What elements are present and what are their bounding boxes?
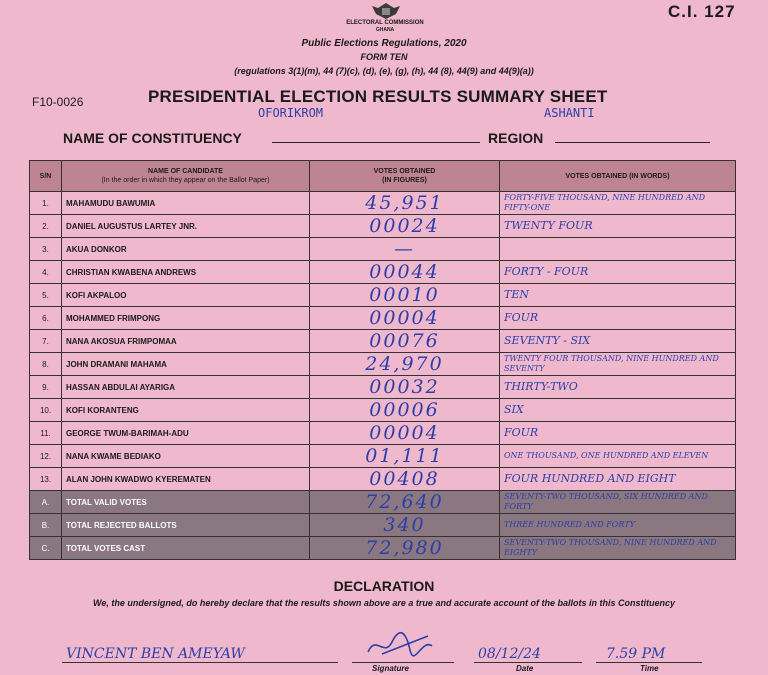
votes-words: TWENTY FOUR — [500, 215, 736, 238]
row-sn: 9. — [30, 376, 62, 399]
candidate-row — [30, 468, 736, 491]
declaration-heading: DECLARATION — [333, 578, 435, 594]
header-words: VOTES OBTAINED (IN WORDS) — [500, 161, 736, 192]
votes-words: FOUR — [500, 307, 736, 330]
date-underline — [474, 662, 582, 663]
row-sn: C. — [30, 537, 62, 560]
candidate-name: NANA KWAME BEDIAKO — [62, 445, 310, 468]
candidate-rows — [30, 192, 736, 560]
votes-words: TWENTY FOUR THOUSAND, NINE HUNDRED AND SEVENTY — [500, 353, 736, 376]
candidate-name: KOFI AKPALOO — [62, 284, 310, 307]
row-sn: 3. — [30, 238, 62, 261]
date-label: Date — [516, 664, 534, 673]
votes-figures: 45,951 — [310, 192, 500, 215]
row-sn: 8. — [30, 353, 62, 376]
region-underline — [555, 142, 710, 143]
votes-figures: 00076 — [310, 330, 500, 353]
time-value: 7.59 PM — [606, 646, 666, 662]
row-sn: 4. — [30, 261, 62, 284]
total-row — [30, 537, 736, 560]
row-sn: A. — [30, 491, 62, 514]
signature-underline — [352, 662, 454, 663]
signatory-name: VINCENT BEN AMEYAW — [66, 646, 245, 662]
candidate-row — [30, 215, 736, 238]
regulations-title: Public Elections Regulations, 2020 — [301, 38, 467, 49]
row-sn: 5. — [30, 284, 62, 307]
constituency-label: NAME OF CONSTITUENCY — [63, 130, 242, 146]
votes-figures: 00010 — [310, 284, 500, 307]
row-sn: 2. — [30, 215, 62, 238]
votes-words: FOUR HUNDRED AND EIGHT — [500, 468, 736, 491]
total-row — [30, 491, 736, 514]
votes-figures: 00024 — [310, 215, 500, 238]
candidate-name: AKUA DONKOR — [62, 238, 310, 261]
candidate-row — [30, 238, 736, 261]
candidate-name: NANA AKOSUA FRIMPOMAA — [62, 330, 310, 353]
header-figures-sub: (IN FIGURES) — [382, 177, 427, 184]
commission-country: GHANA — [375, 27, 395, 33]
votes-figures: 24,970 — [310, 353, 500, 376]
declaration-text: We, the undersigned, do hereby declare that the results shown above are a true and accurate account of the ballots in this Constituency — [93, 598, 675, 608]
header-figures — [310, 161, 500, 192]
header-figures-label: VOTES OBTAINED — [373, 168, 436, 175]
candidate-name: HASSAN ABDULAI AYARIGA — [62, 376, 310, 399]
candidate-name: TOTAL VOTES CAST — [62, 537, 310, 560]
regulations-reference: (regulations 3(1)(m), 44 (7)(c), (d), (e), (g), (h), 44 (8), 44(9) and 44(9)(a)) — [234, 66, 534, 76]
constituency-underline — [272, 142, 480, 143]
votes-words — [500, 238, 736, 261]
votes-figures: 01,111 — [310, 445, 500, 468]
candidate-row — [30, 353, 736, 376]
votes-words: THIRTY-TWO — [500, 376, 736, 399]
ci-number: C.I. 127 — [668, 2, 736, 21]
votes-figures: 72,640 — [310, 491, 500, 514]
votes-words: SIX — [500, 399, 736, 422]
candidate-name: TOTAL VALID VOTES — [62, 491, 310, 514]
candidate-row — [30, 307, 736, 330]
votes-words: ONE THOUSAND, ONE HUNDRED AND ELEVEN — [500, 445, 736, 468]
votes-figures: 00044 — [310, 261, 500, 284]
row-sn: 12. — [30, 445, 62, 468]
votes-figures: 00032 — [310, 376, 500, 399]
header-candidate-name — [62, 161, 310, 192]
signature-label: Signature — [372, 664, 409, 673]
row-sn: 11. — [30, 422, 62, 445]
votes-figures: 340 — [310, 514, 500, 537]
votes-words: FOUR — [500, 422, 736, 445]
votes-figures: 72,980 — [310, 537, 500, 560]
candidate-name: DANIEL AUGUSTUS LARTEY JNR. — [62, 215, 310, 238]
candidate-name: JOHN DRAMANI MAHAMA — [62, 353, 310, 376]
form-number: F10-0026 — [32, 95, 84, 109]
candidate-row — [30, 284, 736, 307]
constituency-value: OFORIKROM — [258, 106, 324, 120]
header-candidate-sub: (In the order in which they appear on the Ballot Paper) — [101, 177, 270, 184]
votes-figures: 00006 — [310, 399, 500, 422]
handwritten-signature — [362, 628, 442, 664]
table-header-row — [30, 161, 736, 192]
time-underline — [596, 662, 702, 663]
votes-figures: 00004 — [310, 307, 500, 330]
row-sn: 7. — [30, 330, 62, 353]
candidate-row — [30, 261, 736, 284]
page-title: PRESIDENTIAL ELECTION RESULTS SUMMARY SHEET — [148, 87, 608, 106]
commission-name: ELECTORAL COMMISSION — [346, 20, 424, 26]
results-table — [29, 160, 736, 560]
name-underline — [62, 662, 338, 663]
candidate-name: ALAN JOHN KWADWO KYEREMATEN — [62, 468, 310, 491]
row-sn: B. — [30, 514, 62, 537]
row-sn: 1. — [30, 192, 62, 215]
candidate-row — [30, 399, 736, 422]
candidate-row — [30, 330, 736, 353]
votes-figures: 00004 — [310, 422, 500, 445]
candidate-name: KOFI KORANTENG — [62, 399, 310, 422]
row-sn: 6. — [30, 307, 62, 330]
votes-words: SEVENTY-TWO THOUSAND, NINE HUNDRED AND EIGHTY — [500, 537, 736, 560]
candidate-name: TOTAL REJECTED BALLOTS — [62, 514, 310, 537]
candidate-row — [30, 445, 736, 468]
row-sn: 13. — [30, 468, 62, 491]
votes-words: FORTY-FIVE THOUSAND, NINE HUNDRED AND FIFTY-ONE — [500, 192, 736, 215]
candidate-name: MOHAMMED FRIMPONG — [62, 307, 310, 330]
votes-words: SEVENTY-TWO THOUSAND, SIX HUNDRED AND FORTY — [500, 491, 736, 514]
votes-words: THREE HUNDRED AND FORTY — [500, 514, 736, 537]
total-row — [30, 514, 736, 537]
candidate-row — [30, 376, 736, 399]
votes-figures: — — [310, 238, 500, 261]
candidate-name: CHRISTIAN KWABENA ANDREWS — [62, 261, 310, 284]
votes-words: SEVENTY - SIX — [500, 330, 736, 353]
candidate-name: MAHAMUDU BAWUMIA — [62, 192, 310, 215]
votes-words: TEN — [500, 284, 736, 307]
votes-figures: 00408 — [310, 468, 500, 491]
candidate-name: GEORGE TWUM-BARIMAH-ADU — [62, 422, 310, 445]
row-sn: 10. — [30, 399, 62, 422]
votes-words: FORTY - FOUR — [500, 261, 736, 284]
date-value: 08/12/24 — [478, 646, 541, 662]
candidate-row — [30, 422, 736, 445]
region-value: ASHANTI — [544, 106, 595, 120]
form-name: FORM TEN — [360, 52, 408, 62]
region-label: REGION — [488, 130, 544, 146]
time-label: Time — [640, 664, 659, 673]
header-candidate-label: NAME OF CANDIDATE — [148, 168, 223, 175]
candidate-row — [30, 192, 736, 215]
header-sn: S/N — [30, 161, 62, 192]
ghana-coat-of-arms-logo — [368, 2, 404, 20]
